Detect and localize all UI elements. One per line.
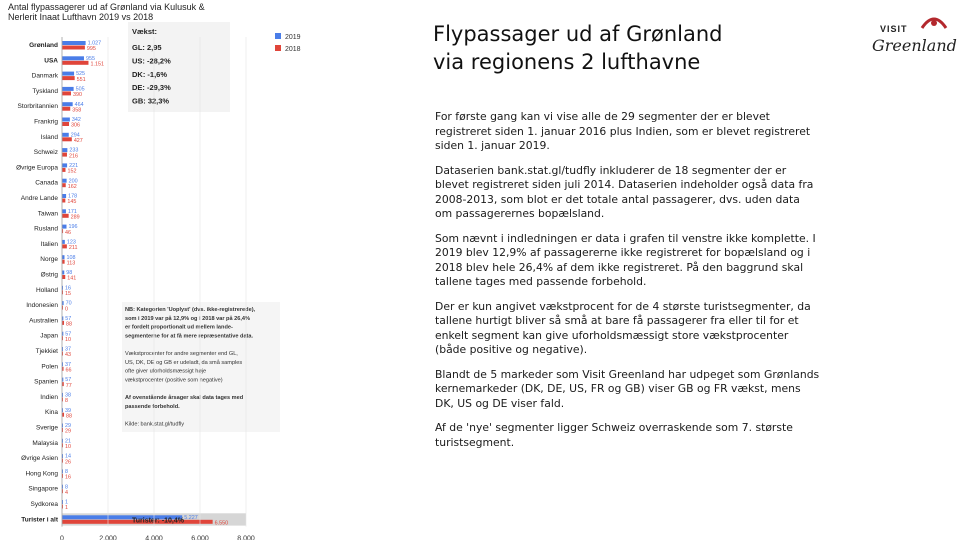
- value-label-2018: 88: [66, 321, 73, 328]
- bar-2019: [62, 194, 66, 198]
- value-label-2018: 6.550: [214, 520, 229, 527]
- bar-2019: [62, 148, 67, 152]
- note-line: US, DK, DE og GB er udeladt, da små samples: [125, 359, 243, 366]
- body-paragraph: Som nævnt i indledningen er data i grafen til venstre ikke komplette. I 2019 blev 12,9% af passagererne ikke registreret for bopælsland og i 2018 blev hele 26,4% af dem ikke registreret. På den baggrund skal tallene tages med passende forbehold.: [435, 231, 816, 288]
- value-label-2018: 113: [66, 260, 76, 267]
- category-label: Indien: [40, 393, 58, 401]
- bar-2018: [62, 91, 71, 95]
- visit-greenland-logo: [870, 14, 957, 56]
- value-label-2019: 29: [65, 423, 71, 430]
- bar-2018: [62, 61, 88, 65]
- bar-2019: [62, 72, 74, 76]
- value-label-2019: 14: [65, 453, 71, 460]
- value-label-2019: 233: [69, 147, 79, 154]
- category-label: Turister i alt: [21, 516, 58, 524]
- value-label-2019: 1: [65, 499, 68, 506]
- category-label: Øvrige Asien: [21, 455, 58, 463]
- category-label: Australien: [29, 317, 58, 325]
- bar-2018: [62, 413, 64, 417]
- category-label: Island: [40, 133, 58, 141]
- category-label: Singapore: [28, 485, 58, 493]
- note-line: Af ovenstående årsager skal data tages med: [125, 395, 244, 401]
- value-label-2018: 10: [65, 444, 71, 450]
- bar-2019: [62, 225, 67, 229]
- value-label-2019: 464: [74, 101, 84, 108]
- category-label: Canada: [35, 179, 58, 187]
- body-paragraph: Der er kun angivet vækstprocent for de 4 største turistsegmenter, da tallene hurtigt bliver så små at bare få passagerer fra eller til for et enkelt segment kan give uforholdsmæssigt store vækstprocenter (både positive og negative).: [435, 299, 811, 356]
- value-label-2018: 162: [67, 183, 77, 190]
- legend-label-2019: 2019: [285, 34, 301, 41]
- logo-greenland-text: Greenland: [872, 36, 957, 55]
- chart-bars: [16, 41, 246, 527]
- category-label: Tjekkiet: [35, 348, 58, 355]
- category-label: USA: [44, 57, 58, 65]
- value-label-2019: 8: [65, 469, 68, 475]
- bar-2018: [62, 122, 69, 126]
- body-paragraph: Dataserien bank.stat.gl/tudfly inkluderer de 18 segmenter der er blevet registreret siden juli 2014. Dataserien indeholder også data fra 2008-2013, som blot er det totale antal passagerer, dvs. uden data om passagerernes bopælsland.: [435, 163, 814, 220]
- value-label-2018: 46: [65, 229, 72, 236]
- bar-2018: [62, 107, 70, 111]
- legend-swatch-2019: [275, 33, 281, 39]
- bar-2019: [62, 179, 67, 183]
- value-label-2018: 152: [67, 168, 77, 175]
- growth-line: US: -28,2%: [132, 56, 171, 66]
- value-label-2019: 57: [65, 377, 72, 384]
- value-label-2018: 145: [67, 199, 77, 206]
- value-label-2018: 10: [65, 336, 71, 343]
- value-label-2019: 8: [65, 484, 68, 491]
- category-label: Andre Lande: [20, 195, 58, 202]
- value-label-2018: 427: [73, 138, 83, 144]
- category-label: Grønland: [29, 42, 58, 49]
- bar-2018: [62, 321, 64, 325]
- category-label: Schweiz: [33, 149, 58, 157]
- value-label-2018: 551: [76, 76, 86, 83]
- value-label-2019: 525: [76, 71, 86, 78]
- value-label-2018: 15: [65, 291, 71, 297]
- value-label-2019: 294: [70, 132, 80, 139]
- totals-growth: Turister: -10,4%: [132, 517, 184, 525]
- value-label-2019: 37: [65, 361, 71, 368]
- note-line: som i 2019 var på 12,9% og i 2018 var på 26,4%: [125, 315, 251, 322]
- bar-2018: [62, 46, 85, 50]
- value-label-2018: 8: [65, 398, 68, 405]
- value-label-2019: 200: [68, 178, 78, 185]
- category-label: Taiwan: [37, 210, 58, 218]
- slide-title-line-2: via regionens 2 lufthavne: [433, 50, 701, 74]
- note-line: NB: Kategorien 'Uoplyst' (dvs. ikke-registrerede),: [125, 307, 256, 313]
- bar-2019: [62, 118, 70, 122]
- value-label-2019: 37: [65, 346, 71, 353]
- chart-title-line: Antal flypassagerer ud af Grønland via Kulusuk &: [8, 2, 205, 12]
- value-label-2018: 77: [65, 382, 72, 389]
- value-label-2018: 4: [65, 489, 68, 496]
- category-label: Kina: [44, 409, 58, 417]
- value-label-2019: 16: [65, 285, 71, 292]
- value-label-2018: 88: [66, 413, 73, 420]
- bar-2018: [62, 76, 75, 80]
- slide-title: [433, 20, 813, 76]
- value-label-2019: 1.027: [87, 40, 102, 47]
- x-tick-label: 6.000: [191, 535, 209, 540]
- bar-2018: [62, 168, 65, 172]
- note-line: passende forbehold.: [125, 403, 180, 410]
- bar-2019: [62, 41, 86, 45]
- category-label: Sydkorea: [30, 501, 58, 508]
- x-axis: [60, 37, 255, 540]
- growth-header: Vækst:: [132, 27, 158, 36]
- growth-line: DK: -1,6%: [132, 69, 168, 79]
- bar-2019: [62, 255, 64, 259]
- value-label-2019: 57: [65, 316, 72, 322]
- value-label-2018: 66: [65, 367, 72, 374]
- value-label-2019: 342: [71, 117, 81, 124]
- value-label-2018: 306: [71, 122, 81, 129]
- growth-box: [128, 22, 230, 112]
- note-line: er fordelt proportionalt ud mellem lande-: [125, 324, 233, 331]
- body-paragraph: Blandt de 5 markeder som Visit Greenland har udpeget som Grønlands kernemarkeder (DK, DE, US, FR og GB) viser GB og FR vækst, mens DK, US og DE viser fald.: [435, 367, 820, 410]
- passenger-bar-chart: [0, 0, 320, 540]
- slide-title-line-1: Flypassager ud af Grønland: [433, 22, 723, 46]
- x-tick-label: 4.000: [145, 535, 163, 540]
- bar-2018: [62, 275, 65, 279]
- bar-2019: [62, 240, 65, 244]
- value-label-2019: 57: [65, 331, 72, 338]
- category-label: Malaysia: [32, 439, 58, 447]
- category-label: Østrig: [40, 271, 58, 279]
- value-label-2019: 221: [69, 163, 79, 169]
- value-label-2019: 108: [66, 254, 76, 261]
- value-label-2019: 955: [85, 55, 95, 62]
- bar-2019: [62, 102, 73, 106]
- bar-2018: [62, 260, 65, 264]
- bar-2019: [62, 271, 64, 275]
- category-label: Tyskland: [32, 87, 58, 95]
- category-label: Øvrige Europa: [16, 164, 58, 172]
- category-label: Rusland: [34, 225, 58, 233]
- value-label-2019: 5.227: [184, 514, 198, 521]
- note-line: vækstprocenter (positive som negative): [125, 377, 223, 384]
- value-label-2019: 21: [65, 438, 71, 445]
- value-label-2019: 123: [66, 239, 76, 246]
- legend-swatch-2018: [275, 45, 281, 51]
- category-label: Hong Kong: [25, 470, 58, 478]
- category-label: Japan: [40, 332, 58, 340]
- value-label-2018: 289: [70, 214, 80, 221]
- body-paragraph: For første gang kan vi vise alle de 29 segmenter der er blevet registreret siden 1. januar 2016 plus Indien, som er blevet registreret siden 1. januar 2019.: [435, 110, 811, 152]
- logo-visit-text: VISIT: [880, 24, 908, 34]
- value-label-2019: 39: [65, 407, 71, 414]
- bar-2019: [62, 133, 69, 137]
- legend-label-2018: 2018: [285, 46, 301, 53]
- note-line: segmenterne for at få mere repræsentative data.: [125, 333, 254, 340]
- value-label-2019: 98: [66, 270, 73, 277]
- value-label-2018: 26: [65, 459, 71, 466]
- logo-mark-icon: [920, 14, 948, 30]
- value-label-2018: 390: [72, 92, 82, 99]
- chart-title: [8, 2, 205, 22]
- value-label-2018: 358: [72, 107, 82, 114]
- slide-body: [435, 110, 820, 460]
- bar-2019: [62, 163, 67, 167]
- category-label: Indonesien: [26, 302, 58, 310]
- chart-title-line: Nerlerit Inaat Lufthavn 2019 vs 2018: [8, 12, 154, 22]
- note-line: Vækstprocenter for andre segmenter end GL,: [125, 351, 238, 357]
- value-label-2018: 211: [68, 245, 78, 252]
- body-paragraph: Af de 'nye' segmenter ligger Schweiz overraskende som 7. største turistsegment.: [435, 421, 793, 449]
- value-label-2018: 141: [67, 275, 77, 282]
- bar-2018: [62, 199, 65, 203]
- x-tick-label: 0: [60, 535, 64, 540]
- chart-legend: [275, 33, 301, 53]
- value-label-2018: 43: [65, 352, 71, 359]
- value-label-2019: 196: [68, 224, 78, 231]
- value-label-2018: 1.151: [90, 61, 104, 68]
- category-label: Sverige: [35, 424, 58, 432]
- bar-2018: [62, 183, 66, 187]
- growth-line: GB: 32,3%: [132, 96, 170, 106]
- value-label-2019: 70: [65, 300, 72, 307]
- value-label-2018: 1: [65, 505, 68, 512]
- growth-line: DE: -29,3%: [132, 83, 171, 93]
- value-label-2018: 995: [86, 46, 96, 53]
- growth-line: GL: 2,95: [132, 43, 162, 52]
- category-label: Danmark: [31, 72, 58, 80]
- category-label: Polen: [41, 363, 58, 371]
- bar-2019: [62, 209, 66, 213]
- value-label-2019: 38: [65, 392, 71, 399]
- x-tick-label: 8.000: [237, 535, 255, 540]
- category-label: Frankrig: [34, 118, 58, 126]
- bar-2018: [62, 153, 67, 157]
- value-label-2019: 505: [75, 86, 85, 93]
- bar-2019: [62, 56, 84, 60]
- category-label: Italien: [40, 240, 58, 248]
- value-label-2018: 0: [65, 306, 68, 313]
- category-label: Spanien: [34, 378, 58, 386]
- bar-2019: [62, 87, 74, 91]
- category-label: Norge: [40, 256, 58, 264]
- value-label-2018: 216: [68, 153, 78, 160]
- value-label-2018: 29: [65, 428, 71, 435]
- value-label-2019: 178: [68, 193, 78, 200]
- note-line: ofte giver uforholdsmæssigt høje: [125, 368, 207, 375]
- value-label-2019: 171: [67, 208, 77, 215]
- note-line: Kilde: bank.stat.gl/tudfly: [125, 421, 185, 428]
- x-tick-label: 2.000: [99, 535, 117, 540]
- category-label: Holland: [35, 286, 58, 294]
- category-label: Storbritannien: [17, 103, 58, 111]
- value-label-2018: 16: [65, 474, 71, 481]
- note-box: [122, 302, 280, 432]
